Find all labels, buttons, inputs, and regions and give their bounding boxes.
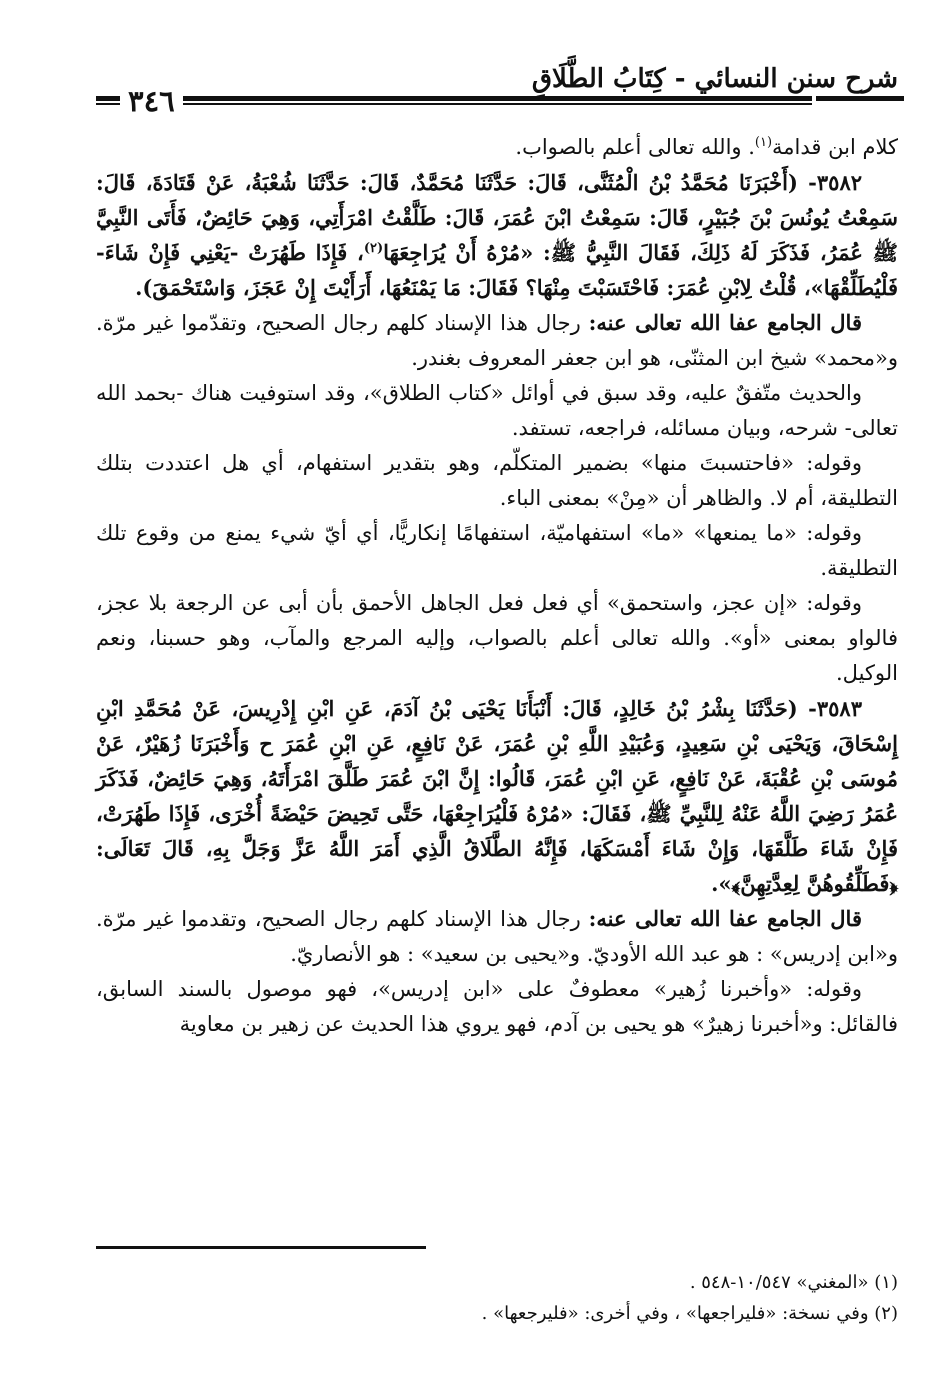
paragraph-hadith-note: والحديث متّفقٌ عليه، وقد سبق في أوائل «كتاب الطلاق»، وقد استوفيت هناك -بحمد الله تعالى- شرحه، وبيان مسائله، فراجعه، تستفد. (96, 381, 898, 440)
paragraph-in-ajaz: وقوله: «إن عجز، واستحمق» أي فعل فعل الجاهل الأحمق بأن أبى عن الرجعة بلا عجز، فالواو بمعنى «أو». والله تعالى أعلم بالصواب، وإليه المرجع والمآب، وهو حسبنا، ونعم الوكيل. (96, 591, 898, 685)
footnote-ref-2[interactable]: (٢) (363, 241, 384, 256)
hadith-number-3583: ٣٥٨٣- (808, 696, 862, 721)
header-rule-right (816, 96, 904, 101)
paragraph-ma-yamnauha: وقوله: «ما يمنعها» «ما» استفهاميّة، استفهامًا إنكاريًّا، أي أيّ شيء يمنع من وقوع تلك التطليقة. (96, 521, 898, 580)
jami-commentary-1 (96, 305, 898, 376)
footnote-1: (١) «المغني» ١٠/٥٤٧-٥٤٨ . (689, 1272, 898, 1293)
jami-label-2: قال الجامع عفا الله تعالى عنه: (588, 906, 862, 931)
main-text (96, 130, 898, 1042)
jami-text-2: رجال هذا الإسناد كلهم رجال الصحيح، وتقدموا غير مرّة. و«ابن إدريس» : هو عبد الله الأوديّ. و«يحيى بن سعيد» : هو الأنصاريّ. (96, 907, 898, 966)
jami-text-1: رجال هذا الإسناد كلهم رجال الصحيح، وتقدّموا غير مرّة. و«محمد» شيخ ابن المثنّى، هو ابن جعفر المعروف بغندر. (96, 311, 898, 370)
header-rule-thin (96, 103, 812, 105)
header-rule-thick (96, 96, 812, 101)
footnote-separator (96, 1246, 426, 1249)
intro-text: كلام ابن قدامة (772, 135, 898, 159)
hadith-number-3582: ٣٥٨٢- (808, 170, 863, 195)
paragraph-ihtasabt: وقوله: «فاحتسبتَ منها» بضمير المتكلّم، وهو بتقدير استفهام، أي هل اعتددت بتلك التطليقة، أم لا. والظاهر أن «مِنْ» بمعنى الباء. (96, 451, 898, 510)
hadith-3583-text: (حَدَّثَنَا بِشْرُ بْنُ خَالِدٍ، قَالَ: أَنْبَأَنَا يَحْيَى بْنُ آدَمَ، عَنِ ابْنِ إِدْرِيسَ، عَنْ مُحَمَّدِ ابْنِ إِسْحَاقَ، وَيَحْيَى بْنِ سَعِيدٍ، وَعُبَيْدِ اللَّهِ بْنِ عُمَرَ، عَنْ نَافِعٍ، عَنِ ابْنِ عُمَرَ ح وَأَخْبَرَنَا زُهَيْرٌ، عَنْ مُوسَى بْنِ عُقْبَةَ، عَنْ نَافِعٍ، عَنِ ابْنِ عُمَرَ، قَالُوا: إِنَّ ابْنَ عُمَرَ طَلَّقَ امْرَأَتَهُ، وَهِيَ حَائِضٌ، فَذَكَرَ عُمَرُ رَضِيَ اللَّهُ عَنْهُ لِلنَّبِيِّ ﷺ، فَقَالَ: «مُرْهُ فَلْيُرَاجِعْهَا، حَتَّى تَحِيضَ حَيْضَةً أُخْرَى، فَإِذَا طَهُرَتْ، فَإِنْ شَاءَ طَلَّقَهَا، وَإِنْ شَاءَ أَمْسَكَهَا، فَإِنَّهُ الطَّلَاقُ الَّذِي أَمَرَ اللَّهُ عَزَّ وَجَلَّ بِهِ، قَالَ تَعَالَى: ﴿فَطَلِّقُوهُنَّ لِعِدَّتِهِنَّ﴾». (96, 696, 898, 896)
page-number: ٣٤٦ (120, 84, 183, 118)
footnote-2: (٢) وفي نسخة: «فليراجعها» ، وفي أخرى: «فليرجعها» . (481, 1303, 898, 1324)
footnote-ref-1[interactable]: (١) (754, 135, 773, 150)
hadith-3582-text-end: ، فَإِذَا طَهُرَتْ -يَعْنِي فَإِنْ شَاءَ- فَلْيُطَلِّقْهَا»، قُلْتُ لِابْنِ عُمَرَ: فَاحْتَسَبْتَ مِنْهَا؟ فَقَالَ: مَا يَمْنَعُهَا، أَرَأَيْتَ إِنْ عَجَزَ، وَاسْتَحْمَقَ). (96, 240, 898, 300)
hadith-3582 (96, 165, 898, 305)
intro-text-end: . والله تعالى أعلم بالصواب. (515, 135, 755, 159)
running-title: شرح سنن النسائي - كِتَابُ الطَّلَاقِ (531, 64, 898, 94)
hadith-3583 (96, 691, 898, 901)
footnotes (96, 1267, 898, 1329)
hadith-3582-text: (أَخْبَرَنَا مُحَمَّدُ بْنُ الْمُثَنَّى، قَالَ: حَدَّثَنَا مُحَمَّدٌ، قَالَ: حَدَّثَنَا شُعْبَةُ، عَنْ قَتَادَةَ، قَالَ: سَمِعْتُ يُونُسَ بْنَ جُبَيْرٍ، قَالَ: سَمِعْتُ ابْنَ عُمَرَ، قَالَ: طَلَّقْتُ امْرَأَتِي، وَهِيَ حَائِضٌ، فَأَتَى النَّبِيَّ ﷺ عُمَرُ، فَذَكَرَ لَهُ ذَلِكَ، فَقَالَ النَّبِيُّ ﷺ: «مُرْهُ أَنْ يُرَاجِعَهَا (96, 170, 898, 265)
book-page (96, 56, 898, 1336)
paragraph-intro (96, 130, 898, 165)
page-header (96, 56, 898, 118)
paragraph-zuhair: وقوله: «وأخبرنا زُهير» معطوفٌ على «ابن إدريس»، فهو موصول بالسند السابق، فالقائل: و«أخبرنا زهيرٌ» هو يحيى بن آدم، فهو يروي هذا الحديث عن زهير بن معاوية (96, 977, 898, 1036)
jami-commentary-2 (96, 901, 898, 972)
jami-label-1: قال الجامع عفا الله تعالى عنه: (588, 310, 862, 335)
